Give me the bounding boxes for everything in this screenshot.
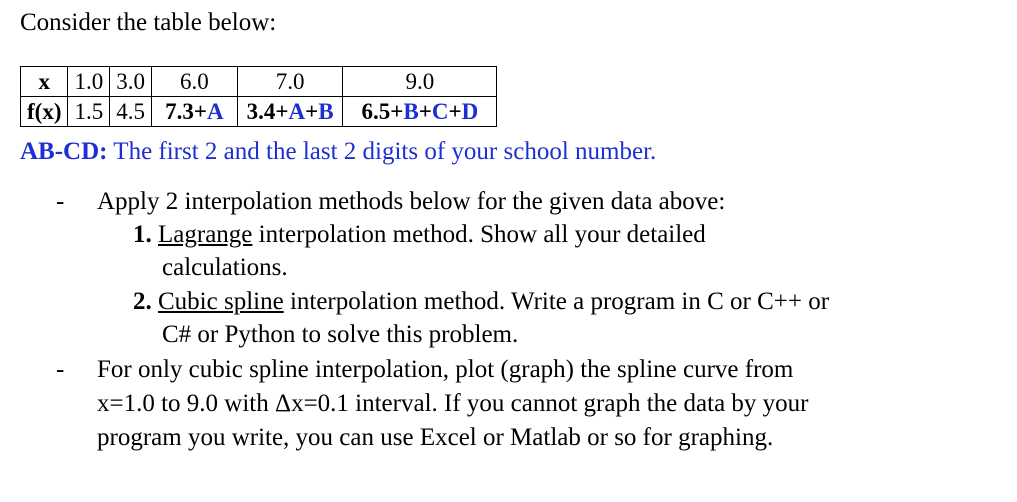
fx-value-part: 4.5 (116, 99, 145, 124)
fx-value-part: + (418, 99, 432, 124)
fx-value-part: A (288, 99, 306, 124)
item-1 (133, 220, 706, 250)
x-header-cell: x (21, 67, 68, 97)
fx-value-part: + (448, 99, 462, 124)
digits-note (20, 137, 656, 167)
item-1-text-line2: calculations. (162, 254, 288, 281)
digits-note-label: AB-CD: (20, 138, 108, 165)
fx-value-part: 7.3+ (165, 99, 207, 124)
x-cell: 3.0 (110, 67, 152, 97)
fx-value-part: B (403, 99, 419, 124)
digits-note-text: The first 2 and the last 2 digits of your school number. (107, 138, 657, 165)
fx-cell (237, 97, 343, 127)
bullet-1-text: Apply 2 interpolation methods below for the given data above: (97, 188, 726, 215)
x-cell: 6.0 (151, 67, 237, 97)
item-1-number: 1. (133, 221, 152, 248)
x-cell: 1.0 (68, 67, 110, 97)
fx-value-part: 3.4+ (246, 99, 289, 124)
table-row-fx (21, 97, 497, 127)
fx-cell (68, 97, 110, 127)
fx-value-part: B (318, 99, 334, 124)
fx-cell (343, 97, 497, 127)
fx-value-part: + (305, 99, 319, 124)
fx-value-part: 1.5 (74, 99, 104, 124)
fx-value-part: C (431, 99, 449, 124)
x-cell: 9.0 (343, 67, 497, 97)
item-1-text-line1: interpolation method. Show all your detailed (252, 221, 706, 248)
table-row-x (21, 67, 497, 97)
bullet-dash: - (56, 188, 65, 215)
fx-cell (110, 97, 152, 127)
item-2-text-line2: C# or Python to solve this problem. (162, 321, 519, 348)
fx-cell (151, 97, 237, 127)
bullet-dash: - (56, 356, 65, 383)
bullet-2-text-line3: program you write, you can use Excel or Matlab or so for graphing. (97, 424, 774, 451)
item-1-method: Lagrange (158, 221, 253, 248)
item-2-number: 2. (133, 288, 152, 315)
item-2 (133, 287, 829, 317)
intro-text: Consider the table below: (20, 9, 277, 36)
fx-value-part: A (206, 99, 224, 124)
item-2-text-line1: interpolation method. Write a program in C or C++ or (283, 288, 830, 315)
bullet-2-text-line1: For only cubic spline interpolation, plot (graph) the spline curve from (97, 356, 794, 383)
fx-value-part: D (461, 99, 479, 124)
x-cell: 7.0 (237, 67, 343, 97)
fx-header-cell: f(x) (21, 97, 68, 127)
fx-value-part: 6.5+ (361, 99, 404, 124)
item-2-method: Cubic spline (158, 288, 284, 315)
data-table (20, 66, 497, 127)
bullet-2-text-line2: x=1.0 to 9.0 with Δx=0.1 interval. If you cannot graph the data by your (97, 390, 809, 417)
